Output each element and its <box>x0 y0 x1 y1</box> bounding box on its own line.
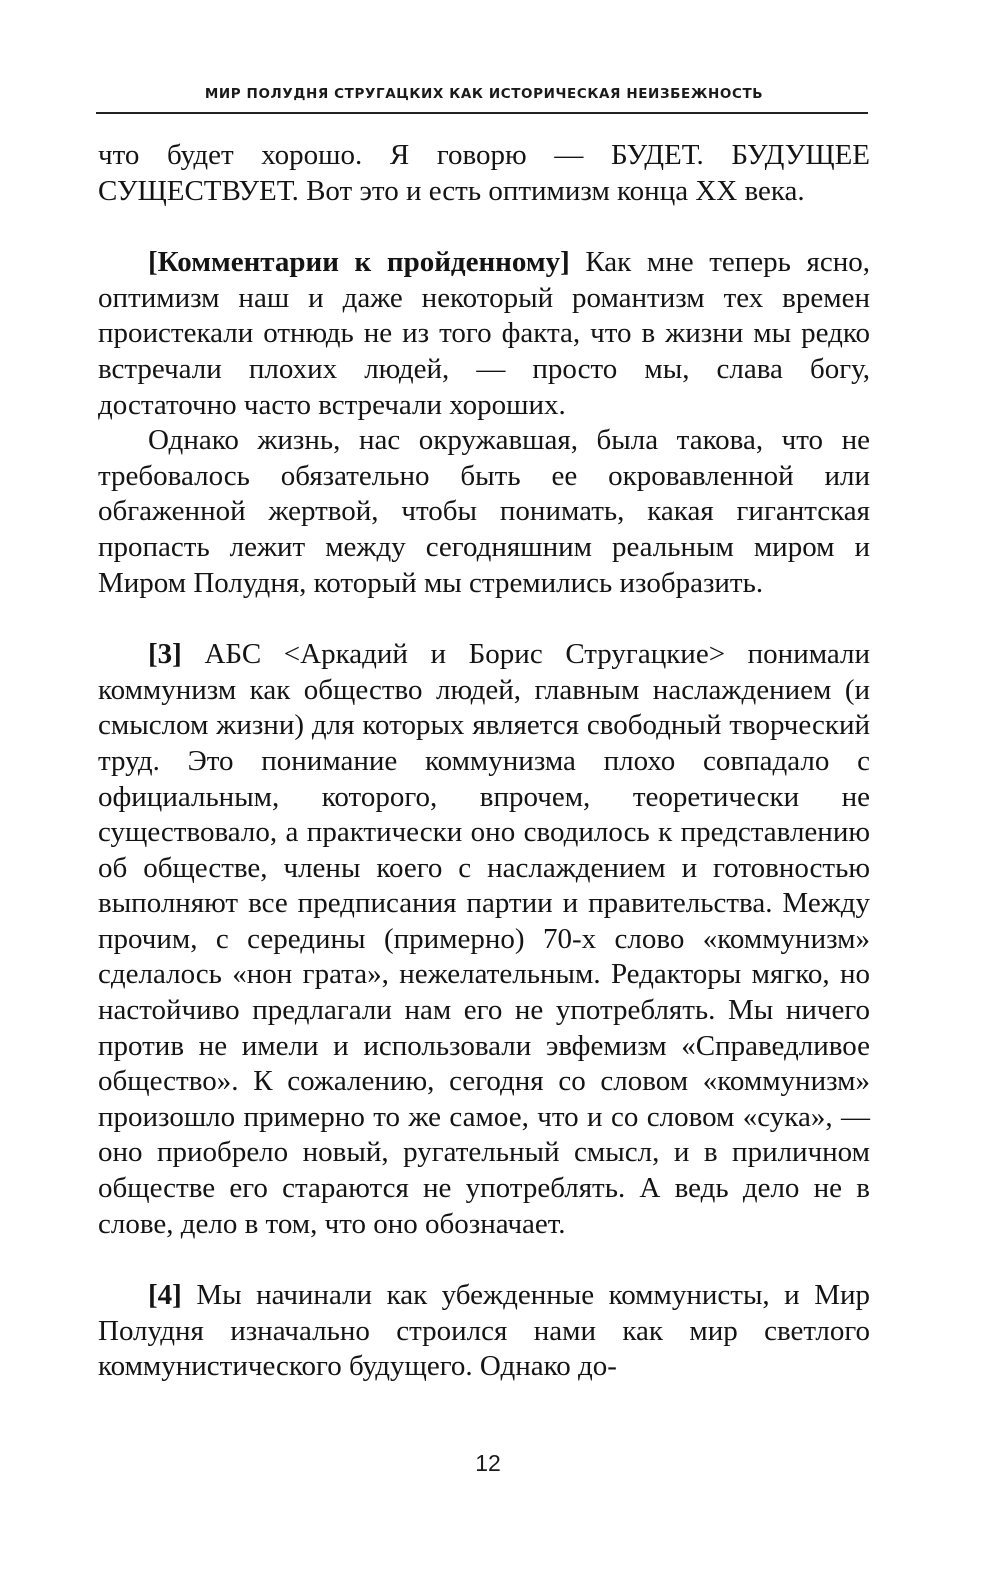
header-rule <box>96 112 868 114</box>
paragraph-marker: [3] <box>148 638 182 671</box>
paragraph <box>98 423 870 601</box>
paragraph-continuation <box>98 138 870 209</box>
paragraph-comment <box>98 245 870 423</box>
running-header: МИР ПОЛУДНЯ СТРУГАЦКИХ КАК ИСТОРИЧЕСКАЯ НЕИЗБЕЖНОСТЬ <box>204 86 764 102</box>
paragraph-note-3 <box>98 637 870 1242</box>
paragraph-text: АБС <Аркадий и Борис Стругацкие> понимали коммунизм как общество людей, главным наслаждением (и смыслом жизни) для которых является свободный творческий труд. Это понимание коммунизма плохо совпадало с официальным, которого, впрочем, теоретически не существовало, а практически оно сводилось к представлению об обществе, члены коего с наслаждением и готовностью выполняют все предписания партии и правительства. Между прочим, с середины (примерно) 70-х слово «коммунизм» сделалось «нон грата», нежелательным. Редакторы мягко, но настойчиво предлагали нам его не употреблять. Мы ничего против не имели и использовали эвфемизм «Справедливое общество». К сожалению, сегодня со словом «коммунизм» произошло примерно то же самое, что и со словом «сука», — оно приобрело новый, ругательный смысл, и в приличном обществе его стараются не употреблять. А ведь дело не в слове, дело в том, что оно обозначает. <box>98 638 870 1240</box>
paragraph-marker: [Комментарии к пройденному] <box>148 246 570 279</box>
paragraph-text: Как мне теперь ясно, оптимизм наш и даже некоторый романтизм тех времен проистекали отнюдь не из того факта, что в жизни мы редко встречали плохих людей, — просто мы, слава богу, достаточно часто встречали хороших. <box>98 246 870 421</box>
page-body <box>98 138 870 1385</box>
paragraph-text: Однако жизнь, нас окружавшая, была такова, что не требовалось обязательно быть ее окровавленной или обгаженной жертвой, чтобы понимать, какая гигантская пропасть лежит между сегодняшним реальным миром и Миром Полудня, который мы стремились изобразить. <box>98 424 870 599</box>
paragraph-text: Мы начинали как убежденные коммунисты, и Мир Полудня изначально строился нами как мир светлого коммунистического будущего. Однако до- <box>98 1279 870 1383</box>
paragraph-marker: [4] <box>148 1279 182 1312</box>
page-number: 12 <box>475 1450 501 1476</box>
paragraph-text: что будет хорошо. Я говорю — БУДЕТ. БУДУЩЕЕ СУЩЕСТВУЕТ. Вот это и есть оптимизм конца XX века. <box>98 139 870 207</box>
paragraph-note-4 <box>98 1278 870 1385</box>
